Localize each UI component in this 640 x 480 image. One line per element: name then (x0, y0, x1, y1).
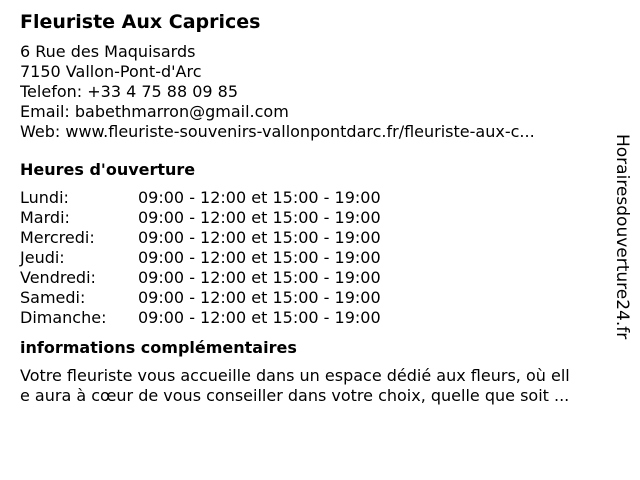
day-hours: 09:00 - 12:00 et 15:00 - 19:00 (138, 308, 381, 327)
day-hours: 09:00 - 12:00 et 15:00 - 19:00 (138, 228, 381, 247)
hours-row (20, 268, 610, 288)
address-block (20, 42, 610, 142)
day-label: Lundi: (20, 188, 69, 207)
day-hours: 09:00 - 12:00 et 15:00 - 19:00 (138, 268, 381, 287)
info-description (20, 366, 610, 406)
day-label: Mercredi: (20, 228, 95, 247)
description-line: Votre fleuriste vous accueille dans un espace dédié aux fleurs, où ell (20, 366, 570, 385)
site-watermark: Horairesdouverture24.fr (612, 134, 632, 340)
email-address: Email: babethmarron@gmail.com (20, 102, 289, 121)
website-url: Web: www.fleuriste-souvenirs-vallonpontdarc.fr/fleuriste-aux-c... (20, 122, 535, 141)
info-heading: informations complémentaires (20, 338, 297, 357)
hours-heading: Heures d'ouverture (20, 160, 196, 179)
hours-row (20, 288, 610, 308)
day-hours: 09:00 - 12:00 et 15:00 - 19:00 (138, 288, 381, 307)
business-card (20, 10, 610, 406)
postal-city: 7150 Vallon-Pont-d'Arc (20, 62, 202, 81)
hours-row (20, 208, 610, 228)
hours-row (20, 248, 610, 268)
day-hours: 09:00 - 12:00 et 15:00 - 19:00 (138, 208, 381, 227)
day-hours: 09:00 - 12:00 et 15:00 - 19:00 (138, 248, 381, 267)
day-label: Dimanche: (20, 308, 107, 327)
phone-number: Telefon: +33 4 75 88 09 85 (20, 82, 239, 101)
hours-row (20, 188, 610, 208)
day-hours: 09:00 - 12:00 et 15:00 - 19:00 (138, 188, 381, 207)
hours-row (20, 228, 610, 248)
business-name: Fleuriste Aux Caprices (20, 11, 261, 33)
day-label: Jeudi: (20, 248, 65, 267)
hours-row (20, 308, 610, 328)
description-line: e aura à cœur de vous conseiller dans votre choix, quelle que soit ... (20, 386, 570, 405)
day-label: Samedi: (20, 288, 86, 307)
day-label: Mardi: (20, 208, 70, 227)
street-address: 6 Rue des Maquisards (20, 42, 196, 61)
hours-table (20, 188, 610, 328)
day-label: Vendredi: (20, 268, 96, 287)
